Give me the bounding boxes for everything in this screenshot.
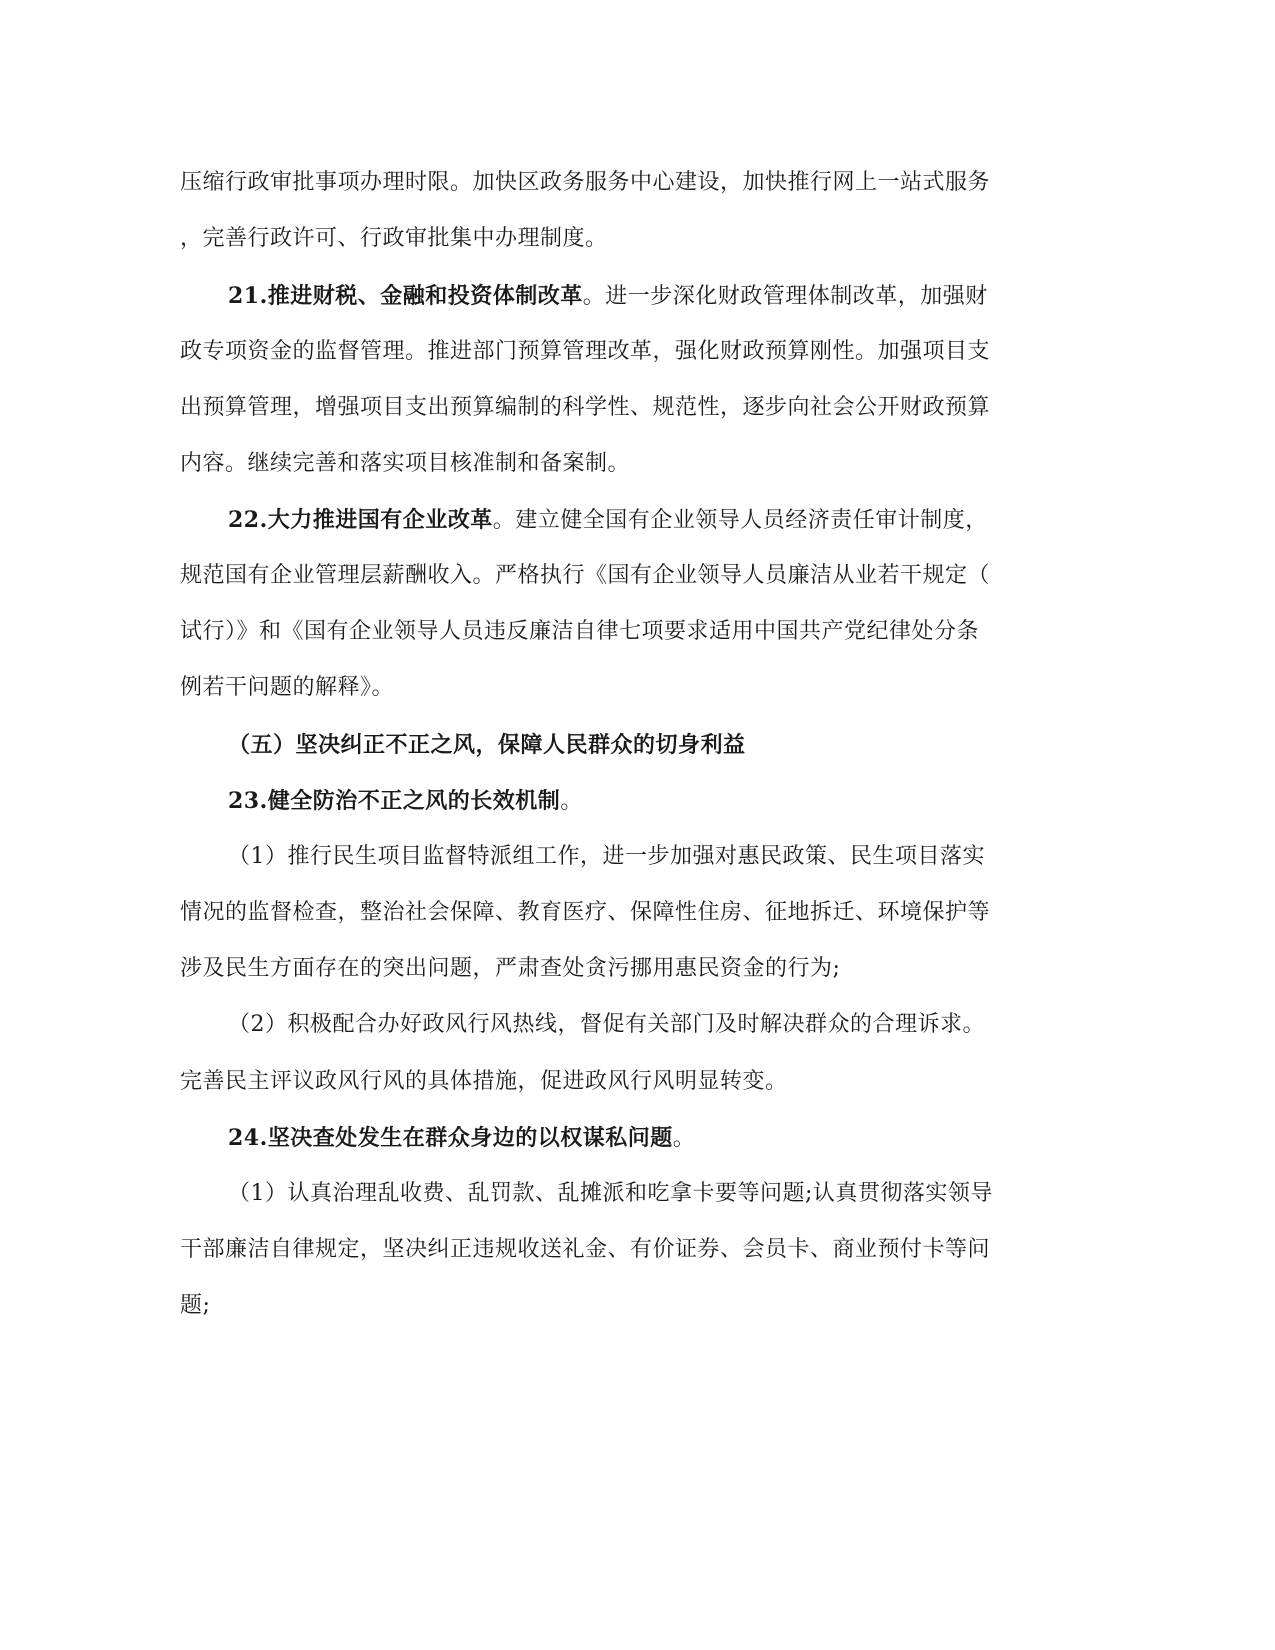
text: 试行）》和《国有企业领导人员违反廉洁自律七项要求适用中国共产党纪律处分条	[180, 619, 980, 644]
paragraph-line	[228, 1010, 1060, 1040]
text: （1）推行民生项目监督特派组工作，进一步加强对惠民政策、民生项目落实	[228, 844, 985, 869]
paragraph-line	[228, 786, 1060, 817]
item-heading: 22.大力推进国有企业改革	[228, 507, 493, 533]
text: 规范国有企业管理层薪酬收入。严格执行《国有企业领导人员廉洁从业若干规定（	[180, 563, 991, 588]
text: （1）认真治理乱收费、乱罚款、乱摊派和吃拿卡要等问题;认真贯彻落实领导	[228, 1181, 993, 1206]
paragraph-line	[180, 393, 1060, 423]
paragraph-line	[180, 1067, 1060, 1097]
paragraph-line	[180, 561, 1060, 591]
paragraph-line	[228, 1179, 1060, 1209]
text: 出预算管理，增强项目支出预算编制的科学性、规范性，逐步向社会公开财政预算	[180, 395, 991, 420]
text: 涉及民生方面存在的突出问题，严肃查处贪污挪用惠民资金的行为;	[180, 956, 841, 981]
text: 题;	[180, 1293, 211, 1318]
text: 。	[560, 789, 583, 814]
paragraph-line	[228, 505, 1060, 536]
paragraph-line	[180, 617, 1060, 647]
section-heading	[228, 730, 1060, 760]
paragraph-line	[180, 1291, 1060, 1321]
paragraph-line	[180, 954, 1060, 984]
paragraph-line	[228, 842, 1060, 872]
text: ，完善行政许可、行政审批集中办理制度。	[180, 226, 608, 251]
paragraph-line	[180, 673, 1060, 703]
text: 政专项资金的监督管理。推进部门预算管理改革，强化财政预算刚性。加强项目支	[180, 339, 991, 364]
text: （五）坚决纠正不正之风，保障人民群众的切身利益	[228, 732, 746, 758]
paragraph-line	[180, 168, 1060, 198]
text: 。	[672, 1126, 696, 1151]
text: （2）积极配合办好政风行风热线，督促有关部门及时解决群众的合理诉求。	[228, 1012, 985, 1037]
text: 。进一步深化财政管理体制改革，加强财	[582, 284, 988, 309]
text: 例若干问题的解释》。	[180, 675, 395, 700]
text: 。建立健全国有企业领导人员经济责任审计制度，	[492, 508, 988, 533]
paragraph-line	[180, 898, 1060, 928]
paragraph-line	[180, 224, 1060, 254]
text: 压缩行政审批事项办理时限。加快区政务服务中心建设，加快推行网上一站式服务	[180, 170, 991, 195]
paragraph-line	[228, 1123, 1060, 1154]
paragraph-line	[180, 337, 1060, 367]
item-heading: 24.坚决查处发生在群众身边的以权谋私问题	[228, 1125, 673, 1151]
text: 情况的监督检查，整治社会保障、教育医疗、保障性住房、征地拆迁、环境保护等	[180, 900, 991, 925]
text: 干部廉洁自律规定，坚决纠正违规收送礼金、有价证券、会员卡、商业预付卡等问	[180, 1237, 991, 1262]
text: 内容。继续完善和落实项目核准制和备案制。	[180, 451, 631, 476]
paragraph-line	[180, 1235, 1060, 1265]
item-heading: 21.推进财税、金融和投资体制改革	[228, 283, 583, 309]
paragraph-line	[180, 449, 1060, 479]
item-heading: 23.健全防治不正之风的长效机制	[228, 788, 561, 814]
paragraph-line	[228, 281, 1060, 312]
text: 完善民主评议政风行风的具体措施，促进政风行风明显转变。	[180, 1069, 788, 1094]
